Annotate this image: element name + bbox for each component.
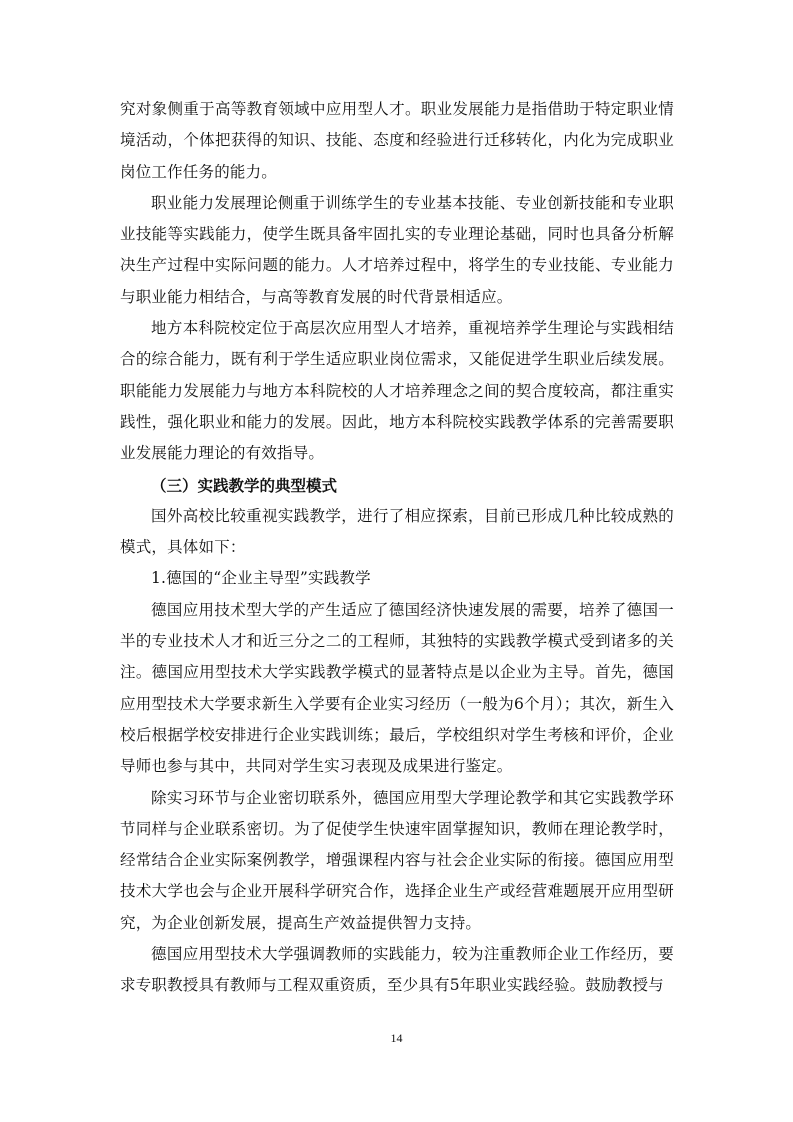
- paragraph-career-ability-theory: 职业能力发展理论侧重于训练学生的专业基本技能、专业创新技能和专业职业技能等实践能力，使学生既具备牢固扎实的专业理论基础，同时也具备分析解决生产过程中实际问题的能力。人才培养过程中，将学生的专业技能、专业能力与职业能力相结合，与高等教育发展的时代背景相适应。: [120, 193, 674, 306]
- paragraph-continuation: 究对象侧重于高等教育领域中应用型人才。职业发展能力是指借助于特定职业情境活动，个体把获得的知识、技能、态度和经验进行迁移转化，内化为完成职业岗位工作任务的能力。: [120, 100, 674, 181]
- paragraph-german-universities: 德国应用技术型大学的产生适应了德国经济快速发展的需要，培养了德国一半的专业技术人才和近三分之二的工程师，其独特的实践教学模式受到诸多的关注。德国应用型技术大学实践教学模式的显著特点是以企业为主导。首先，德国应用型技术大学要求新生入学要有企业实习经历（一般为6个月）；其次，新生入校后根据学校安排进行企业实践训练；最后，学校组织对学生考核和评价，企业导师也参与其中，共同对学生实习表现及成果进行鉴定。: [120, 600, 674, 776]
- section-heading: （三）实践教学的典型模式: [151, 475, 338, 495]
- subsection-heading: 1.德国的“企业主导型”实践教学: [151, 569, 371, 588]
- paragraph-intro-models: 国外高校比较重视实践教学，进行了相应探索，目前已形成几种比较成熟的模式，具体如下：: [120, 506, 674, 557]
- paragraph-teacher-practice: 德国应用型技术大学强调教师的实践能力，较为注重教师企业工作经历，要求专职教授具有教师与工程双重资质，至少具有5年职业实践经验。鼓励教授与: [120, 945, 674, 995]
- body-text: [120, 94, 674, 1002]
- page-number: 14: [390, 1031, 403, 1045]
- paragraph-local-universities: 地方本科院校定位于高层次应用型人才培养，重视培养学生理论与实践相结合的综合能力，既有利于学生适应职业岗位需求，又能促进学生职业后续发展。职能能力发展能力与地方本科院校的人才培养理念之间的契合度较高，都注重实践性，强化职业和能力的发展。因此，地方本科院校实践教学体系的完善需要职业发展能力理论的有效指导。: [120, 319, 674, 463]
- paragraph-enterprise-links: 除实习环节与企业密切联系外，德国应用型大学理论教学和其它实践教学环节同样与企业联系密切。为了促使学生快速牢固掌握知识，教师在理论教学时，经常结合企业实际案例教学，增强课程内容与社会企业实际的衔接。德国应用型技术大学也会与企业开展科学研究合作，选择企业生产或经营难题展开应用型研究，为企业创新发展，提高生产效益提供智力支持。: [120, 788, 674, 932]
